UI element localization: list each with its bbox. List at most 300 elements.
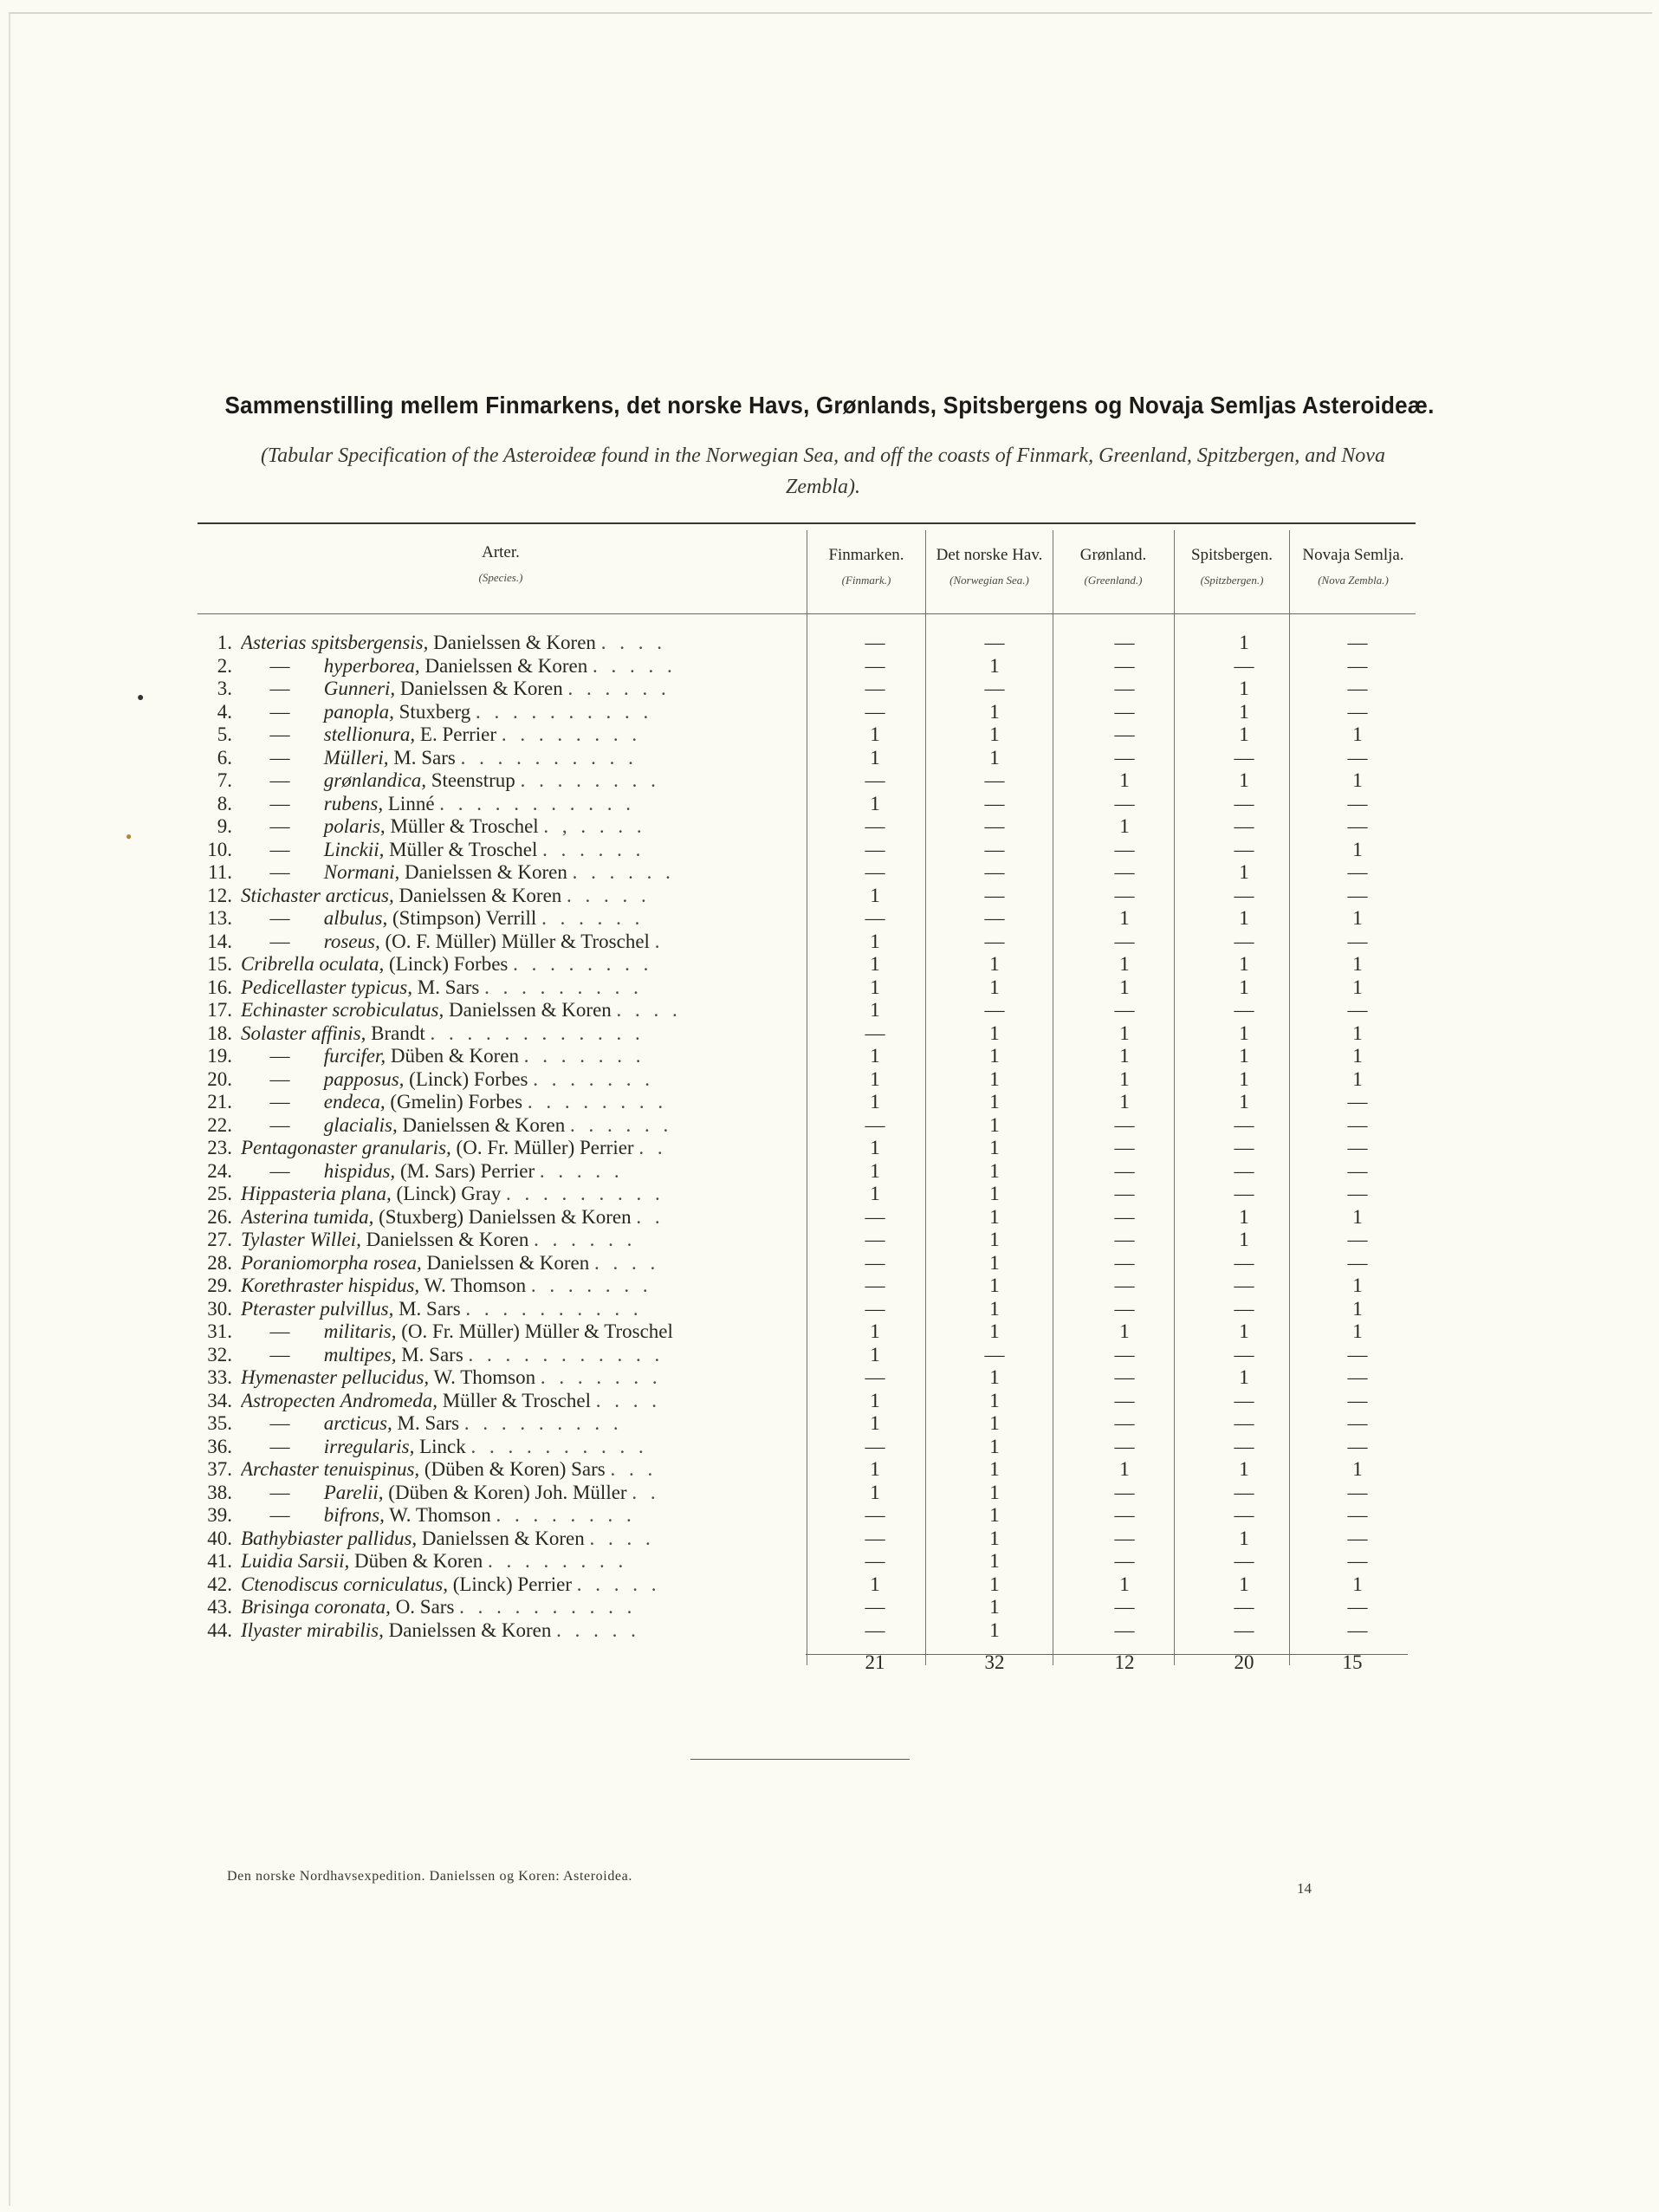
cell-novaja-semlja: — [1347,700,1368,723]
cell-spitsbergen: 1 [1239,632,1249,653]
cell-gronland: 1 [1119,1091,1130,1112]
species-epithet: stellionura, [323,723,416,745]
cell-norske-hav: 1 [989,1596,1000,1618]
cell-finmarken: 1 [870,1320,880,1342]
leader-dots: . . . . . . . . . . [460,746,638,769]
species-author: Linné [387,792,435,814]
cell-novaja-semlja: — [1347,1229,1368,1250]
species-author: (Linck) Perrier [452,1573,572,1595]
cell-gronland: 1 [1119,769,1130,791]
cell-gronland: — [1114,1137,1135,1158]
row-number: 38. [207,1481,232,1503]
cell-gronland: — [1114,1504,1135,1526]
species-epithet: panopla, [323,700,394,723]
row-number: 13. [207,907,232,929]
cell-norske-hav: 1 [989,1137,1000,1158]
cell-gronland: — [1114,884,1135,906]
cell-norske-hav: 1 [989,700,1000,723]
cell-finmarken: 1 [870,1573,880,1595]
cell-spitsbergen: 1 [1239,1022,1249,1044]
cell-norske-hav: 1 [989,1159,1000,1182]
cell-gronland: — [1114,1618,1135,1641]
species-epithet: furcifer, [323,1045,386,1067]
cell-finmarken: — [865,815,885,837]
cell-norske-hav: 1 [989,723,1000,745]
species-epithet: corniculatus, [343,1573,448,1595]
species-epithet: pulvillus, [320,1297,394,1320]
genus-name: Cribrella [241,953,314,975]
cell-finmarken: — [865,1366,885,1388]
species-author: (O. Fr. Müller) Müller & Troschel [401,1320,673,1342]
cell-spitsbergen: — [1234,1481,1254,1503]
cell-norske-hav: 1 [989,1297,1000,1320]
row-number: 11. [208,861,232,883]
species-epithet: pellucidus, [341,1366,430,1388]
cell-novaja-semlja: — [1347,1550,1368,1572]
row-number: 24. [207,1159,232,1182]
genus-name: Poraniomorpha [241,1251,368,1274]
row-number: 12. [207,884,232,906]
cell-novaja-semlja: 1 [1352,1573,1363,1595]
species-author: (Gmelin) Forbes [390,1091,523,1112]
cell-spitsbergen: 1 [1239,1091,1249,1112]
leader-dots: . . . . . . . . . . . . [430,1022,645,1044]
cell-spitsbergen: — [1234,884,1254,906]
cell-gronland: — [1114,723,1135,745]
species-epithet: militaris, [323,1320,397,1342]
cell-gronland: 1 [1119,1458,1130,1480]
cell-spitsbergen: 1 [1239,1527,1249,1549]
cell-novaja-semlja: — [1347,1159,1368,1182]
cell-novaja-semlja: — [1347,746,1368,769]
end-rule [690,1759,910,1760]
column-header-label: Finmarken. [828,546,904,564]
genus-name: — [269,769,290,791]
species-epithet: Gunneri, [323,678,396,699]
column-header-finmarken [809,545,923,587]
cell-norske-hav: — [984,884,1005,906]
species-epithet: oculata, [319,953,385,975]
cell-norske-hav: 1 [989,654,1000,677]
cell-spitsbergen: — [1234,1159,1254,1182]
cell-novaja-semlja: — [1347,930,1368,952]
row-number: 41. [207,1550,232,1572]
cell-finmarken: 1 [870,746,880,769]
cell-finmarken: 1 [870,1412,880,1434]
cell-gronland: — [1114,746,1135,769]
species-author: Danielssen & Koren [426,1251,590,1274]
row-number: 9. [217,815,232,837]
species-author: Steenstrup [431,769,515,791]
row-number: 40. [207,1527,232,1549]
cell-gronland: — [1114,1205,1135,1228]
row-number: 39. [207,1504,232,1526]
cell-gronland: 1 [1119,1045,1130,1067]
cell-norske-hav: 1 [989,1045,1000,1067]
cell-gronland: — [1114,861,1135,883]
cell-norske-hav: — [984,907,1005,929]
column-header-sublabel: (Nova Zembla.) [1318,574,1389,587]
cell-spitsbergen: 1 [1239,1045,1249,1067]
cell-norske-hav: 1 [989,1366,1000,1388]
cell-norske-hav: 1 [989,976,1000,998]
cell-finmarken: 1 [870,1159,880,1182]
species-epithet: bifrons, [323,1504,385,1526]
cell-gronland: — [1114,1251,1135,1274]
cell-finmarken: — [865,1527,885,1549]
row-number: 44. [207,1618,232,1641]
row-number: 3. [217,678,232,699]
species-author: M. Sars [397,1412,460,1434]
cell-gronland: 1 [1119,1022,1130,1044]
cell-novaja-semlja: — [1347,1183,1368,1204]
cell-novaja-semlja: — [1347,1091,1368,1112]
species-epithet: albulus, [323,907,388,929]
genus-name: Hippasteria [241,1183,336,1204]
column-header-sublabel: (Greenland.) [1084,574,1143,587]
leader-dots: . . . . . [556,1618,640,1641]
species-author: M. Sars [399,1297,461,1320]
species-epithet: hispidus, [323,1159,396,1182]
cell-novaja-semlja: — [1347,1504,1368,1526]
cell-spitsbergen: — [1234,1618,1254,1641]
cell-spitsbergen: — [1234,1183,1254,1204]
total-finmarken: 21 [865,1651,885,1673]
leader-dots: . . . . . . [541,907,645,929]
cell-norske-hav: 1 [989,1504,1000,1526]
genus-name: Bathybiaster [241,1527,343,1549]
cell-norske-hav: 1 [989,1091,1000,1112]
genus-name: — [269,838,290,860]
species-author: Danielssen & Koren [366,1229,529,1250]
cell-spitsbergen: 1 [1239,678,1249,699]
leader-dots: . . . . . . . . [501,723,642,745]
cell-norske-hav: 1 [989,1389,1000,1411]
leader-dots: . . . [610,1458,658,1480]
cell-novaja-semlja: — [1347,1527,1368,1549]
row-number: 14. [207,930,232,952]
species-column-header [198,542,804,585]
cell-finmarken: 1 [870,1458,880,1480]
row-number: 20. [207,1067,232,1090]
species-author: (O. Fr. Müller) Perrier [456,1137,634,1158]
species-author: O. Sars [395,1596,455,1618]
genus-name: — [269,746,290,769]
cell-spitsbergen: 1 [1239,1458,1249,1480]
species-author: Danielssen & Koren [433,632,596,653]
cell-gronland: — [1114,1481,1135,1503]
genus-name: — [269,930,290,952]
cell-spitsbergen: 1 [1239,976,1249,998]
species-epithet: rubens, [323,792,384,814]
leader-dots: . . . . . . . . . . . [439,792,636,814]
cell-novaja-semlja: 1 [1352,907,1363,929]
genus-name: — [269,1412,290,1434]
genus-name: — [269,723,290,745]
cell-gronland: — [1114,1113,1135,1136]
column-header-sublabel: (Spitzbergen.) [1200,574,1264,587]
leader-dots: . . . . . . [534,1229,637,1250]
species-author: M. Sars [401,1343,463,1365]
cell-finmarken: 1 [870,976,880,998]
cell-norske-hav: 1 [989,1320,1000,1342]
cell-novaja-semlja: — [1347,632,1368,653]
cell-norske-hav: 1 [989,1205,1000,1228]
cell-finmarken: — [865,1113,885,1136]
cell-norske-hav: 1 [989,1618,1000,1641]
cell-finmarken: — [865,632,885,653]
genus-name: — [269,907,290,929]
cell-novaja-semlja: — [1347,1596,1368,1618]
cell-gronland: — [1114,1297,1135,1320]
cell-spitsbergen: — [1234,1275,1254,1296]
genus-name: — [269,1091,290,1112]
cell-spitsbergen: 1 [1239,1320,1249,1342]
genus-name: — [269,1435,290,1457]
row-number: 17. [207,999,232,1021]
species-author: Müller & Troschel [390,815,539,837]
species-epithet: Willei, [309,1229,361,1250]
species-epithet: endeca, [323,1091,386,1112]
leader-dots: . . . . . . . . . [484,976,643,998]
cell-spitsbergen: — [1234,1596,1254,1618]
cell-gronland: — [1114,1435,1135,1457]
cell-novaja-semlja: — [1347,999,1368,1021]
cell-norske-hav: 1 [989,1481,1000,1503]
cell-spitsbergen: — [1234,838,1254,860]
row-number: 25. [207,1183,232,1204]
genus-name: — [269,1045,290,1067]
cell-norske-hav: 1 [989,746,1000,769]
genus-name: — [269,815,290,837]
cell-novaja-semlja: 1 [1352,769,1363,791]
cell-finmarken: 1 [870,1183,880,1204]
cell-norske-hav: — [984,678,1005,699]
leader-dots: . . . . . . [572,861,675,883]
cell-spitsbergen: 1 [1239,953,1249,975]
species-author: Stuxberg [399,700,471,723]
cell-gronland: 1 [1119,1067,1130,1090]
cell-novaja-semlja: — [1347,1618,1368,1641]
cell-gronland: — [1114,700,1135,723]
cell-gronland: 1 [1119,815,1130,837]
species-epithet: glacialis, [323,1113,398,1136]
leader-dots: . . . . [600,632,666,653]
cell-gronland: — [1114,930,1135,952]
cell-norske-hav: — [984,861,1005,883]
row-number: 2. [217,654,232,677]
species-epithet: papposus, [323,1067,405,1090]
species-author: Danielssen & Koren [402,1113,566,1136]
species-author: Danielssen & Koren [449,999,612,1021]
cell-finmarken: — [865,1229,885,1250]
row-number: 43. [207,1596,232,1618]
cell-finmarken: — [865,1504,885,1526]
column-header-label: Spitsbergen. [1190,546,1273,564]
cell-gronland: 1 [1119,953,1130,975]
cell-spitsbergen: — [1234,1504,1254,1526]
cell-spitsbergen: 1 [1239,1205,1249,1228]
cell-finmarken: — [865,654,885,677]
species-epithet: hispidus, [347,1275,420,1296]
leader-dots: . . . . [616,999,682,1021]
cell-norske-hav: 1 [989,1022,1000,1044]
cell-novaja-semlja: — [1347,861,1368,883]
cell-novaja-semlja: — [1347,1251,1368,1274]
cell-novaja-semlja: — [1347,1412,1368,1434]
species-author: (Linck) Gray [396,1183,502,1204]
cell-novaja-semlja: — [1347,654,1368,677]
leader-dots: . . . . . . [542,838,645,860]
species-epithet: polaris, [323,815,386,837]
column-header-sublabel: (Norwegian Sea.) [949,574,1029,587]
cell-gronland: — [1114,999,1135,1021]
row-number: 6. [217,746,232,769]
cell-gronland: — [1114,1412,1135,1434]
genus-name: Korethraster [241,1275,343,1296]
species-author: Danielssen & Koren [424,654,588,677]
cell-norske-hav: — [984,792,1005,814]
row-number: 5. [217,723,232,745]
cell-norske-hav: — [984,1343,1005,1365]
leader-dots: . . [636,1205,664,1228]
genus-name: — [269,678,290,699]
species-epithet: arcticus, [325,884,394,906]
cell-gronland: — [1114,1550,1135,1572]
cell-finmarken: — [865,1251,885,1274]
species-author: Danielssen & Koren [399,884,562,906]
cell-gronland: — [1114,1343,1135,1365]
cell-norske-hav: 1 [989,1229,1000,1250]
species-author: W. Thomson [433,1366,536,1388]
table-top-rule [198,522,1416,524]
genus-name: — [269,1343,290,1365]
row-number: 37. [207,1458,232,1480]
column-header-norske-hav [927,545,1052,587]
cell-gronland: — [1114,1229,1135,1250]
cell-finmarken: — [865,700,885,723]
page-subtitle: (Tabular Specification of the Asteroideæ found in the Norwegian Sea, and off the coasts of Finmark, Greenland, Spitzbergen, and Nova Zembla). [261,444,1385,498]
cell-finmarken: — [865,1275,885,1296]
species-author: (Düben & Koren) Sars [424,1458,606,1480]
cell-novaja-semlja: — [1347,1481,1368,1503]
species-author: (O. F. Müller) Müller & Troschel [385,930,650,952]
total-gronland: 12 [1114,1651,1135,1673]
species-author: Müller & Troschel [442,1389,591,1411]
cell-spitsbergen: 1 [1239,1229,1249,1250]
cell-finmarken: — [865,907,885,929]
leader-dots: . . . . . . [570,1113,673,1136]
genus-name: — [269,700,290,723]
cell-spitsbergen: 1 [1239,907,1249,929]
cell-gronland: — [1114,1159,1135,1182]
cell-finmarken: 1 [870,723,880,745]
leader-dots: . . . . . [592,654,677,677]
cell-gronland: — [1114,838,1135,860]
cell-norske-hav: 1 [989,953,1000,975]
cell-norske-hav: 1 [989,1458,1000,1480]
cell-norske-hav: 1 [989,1412,1000,1434]
column-header-label: Grønland. [1079,546,1147,564]
species-author: M. Sars [393,746,456,769]
cell-finmarken: — [865,678,885,699]
cell-norske-hav: 1 [989,1067,1000,1090]
species-epithet: tenuispinus, [323,1458,420,1480]
genus-name: Asterias [241,632,307,653]
species-epithet: pallidus, [347,1527,418,1549]
genus-name: — [269,1504,290,1526]
cell-finmarken: 1 [870,1137,880,1158]
cell-finmarken: — [865,769,885,791]
cell-novaja-semlja: 1 [1352,1275,1363,1296]
leader-dots: . . . . . . . . [513,953,653,975]
row-number: 19. [207,1045,232,1067]
species-epithet: Linckii, [323,838,385,860]
species-author: (Düben & Koren) Joh. Müller [388,1481,627,1503]
cell-novaja-semlja: 1 [1352,838,1363,860]
species-author: M. Sars [417,976,480,998]
row-number: 10. [207,838,232,860]
cell-spitsbergen: — [1234,1435,1254,1457]
species-epithet: coronata, [314,1596,391,1618]
cell-finmarken: 1 [870,792,880,814]
species-author: Brandt [371,1022,425,1044]
row-number: 34. [207,1389,232,1411]
cell-novaja-semlja: 1 [1352,1045,1363,1067]
species-epithet: Sarsii, [297,1550,350,1572]
row-number: 22. [207,1113,232,1136]
column-header-label: Novaja Semlja. [1302,546,1404,564]
cell-novaja-semlja: — [1347,1343,1368,1365]
species-header-sublabel: (Species.) [478,571,523,584]
species-author: (Stimpson) Verrill [392,907,537,929]
species-epithet: granularis, [361,1137,451,1158]
cell-novaja-semlja: — [1347,815,1368,837]
cell-spitsbergen: — [1234,1113,1254,1136]
leader-dots: . . . . . . . . . . [470,1435,648,1457]
leader-dots: . . . . . . . [530,1275,652,1296]
genus-name: — [269,861,290,883]
cell-novaja-semlja: 1 [1352,1297,1363,1320]
species-epithet: grønlandica, [323,769,426,791]
row-number: 36. [207,1435,232,1457]
row-number: 21. [207,1091,232,1112]
cell-gronland: — [1114,792,1135,814]
cell-novaja-semlja: — [1347,792,1368,814]
row-number: 28. [207,1251,232,1274]
cell-novaja-semlja: — [1347,1435,1368,1457]
cell-norske-hav: 1 [989,1573,1000,1595]
cell-gronland: — [1114,632,1135,653]
cell-finmarken: 1 [870,1481,880,1503]
genus-name: Luidia [241,1550,294,1572]
species-epithet: mirabilis, [307,1618,384,1641]
cell-norske-hav: 1 [989,1550,1000,1572]
leader-dots: . . . . . . . . [520,769,660,791]
row-number: 31. [207,1320,232,1342]
cell-finmarken: — [865,1205,885,1228]
genus-name: — [269,1113,290,1136]
genus-name: Pedicellaster [241,976,347,998]
genus-name: Astropecten [241,1389,336,1411]
cell-gronland: — [1114,654,1135,677]
leader-dots: . . . . . . . [523,1045,645,1067]
species-epithet: scrobiculatus, [332,999,444,1021]
cell-novaja-semlja: — [1347,678,1368,699]
genus-name: Solaster [241,1022,307,1044]
cell-spitsbergen: 1 [1239,861,1249,883]
row-number: 42. [207,1573,232,1595]
